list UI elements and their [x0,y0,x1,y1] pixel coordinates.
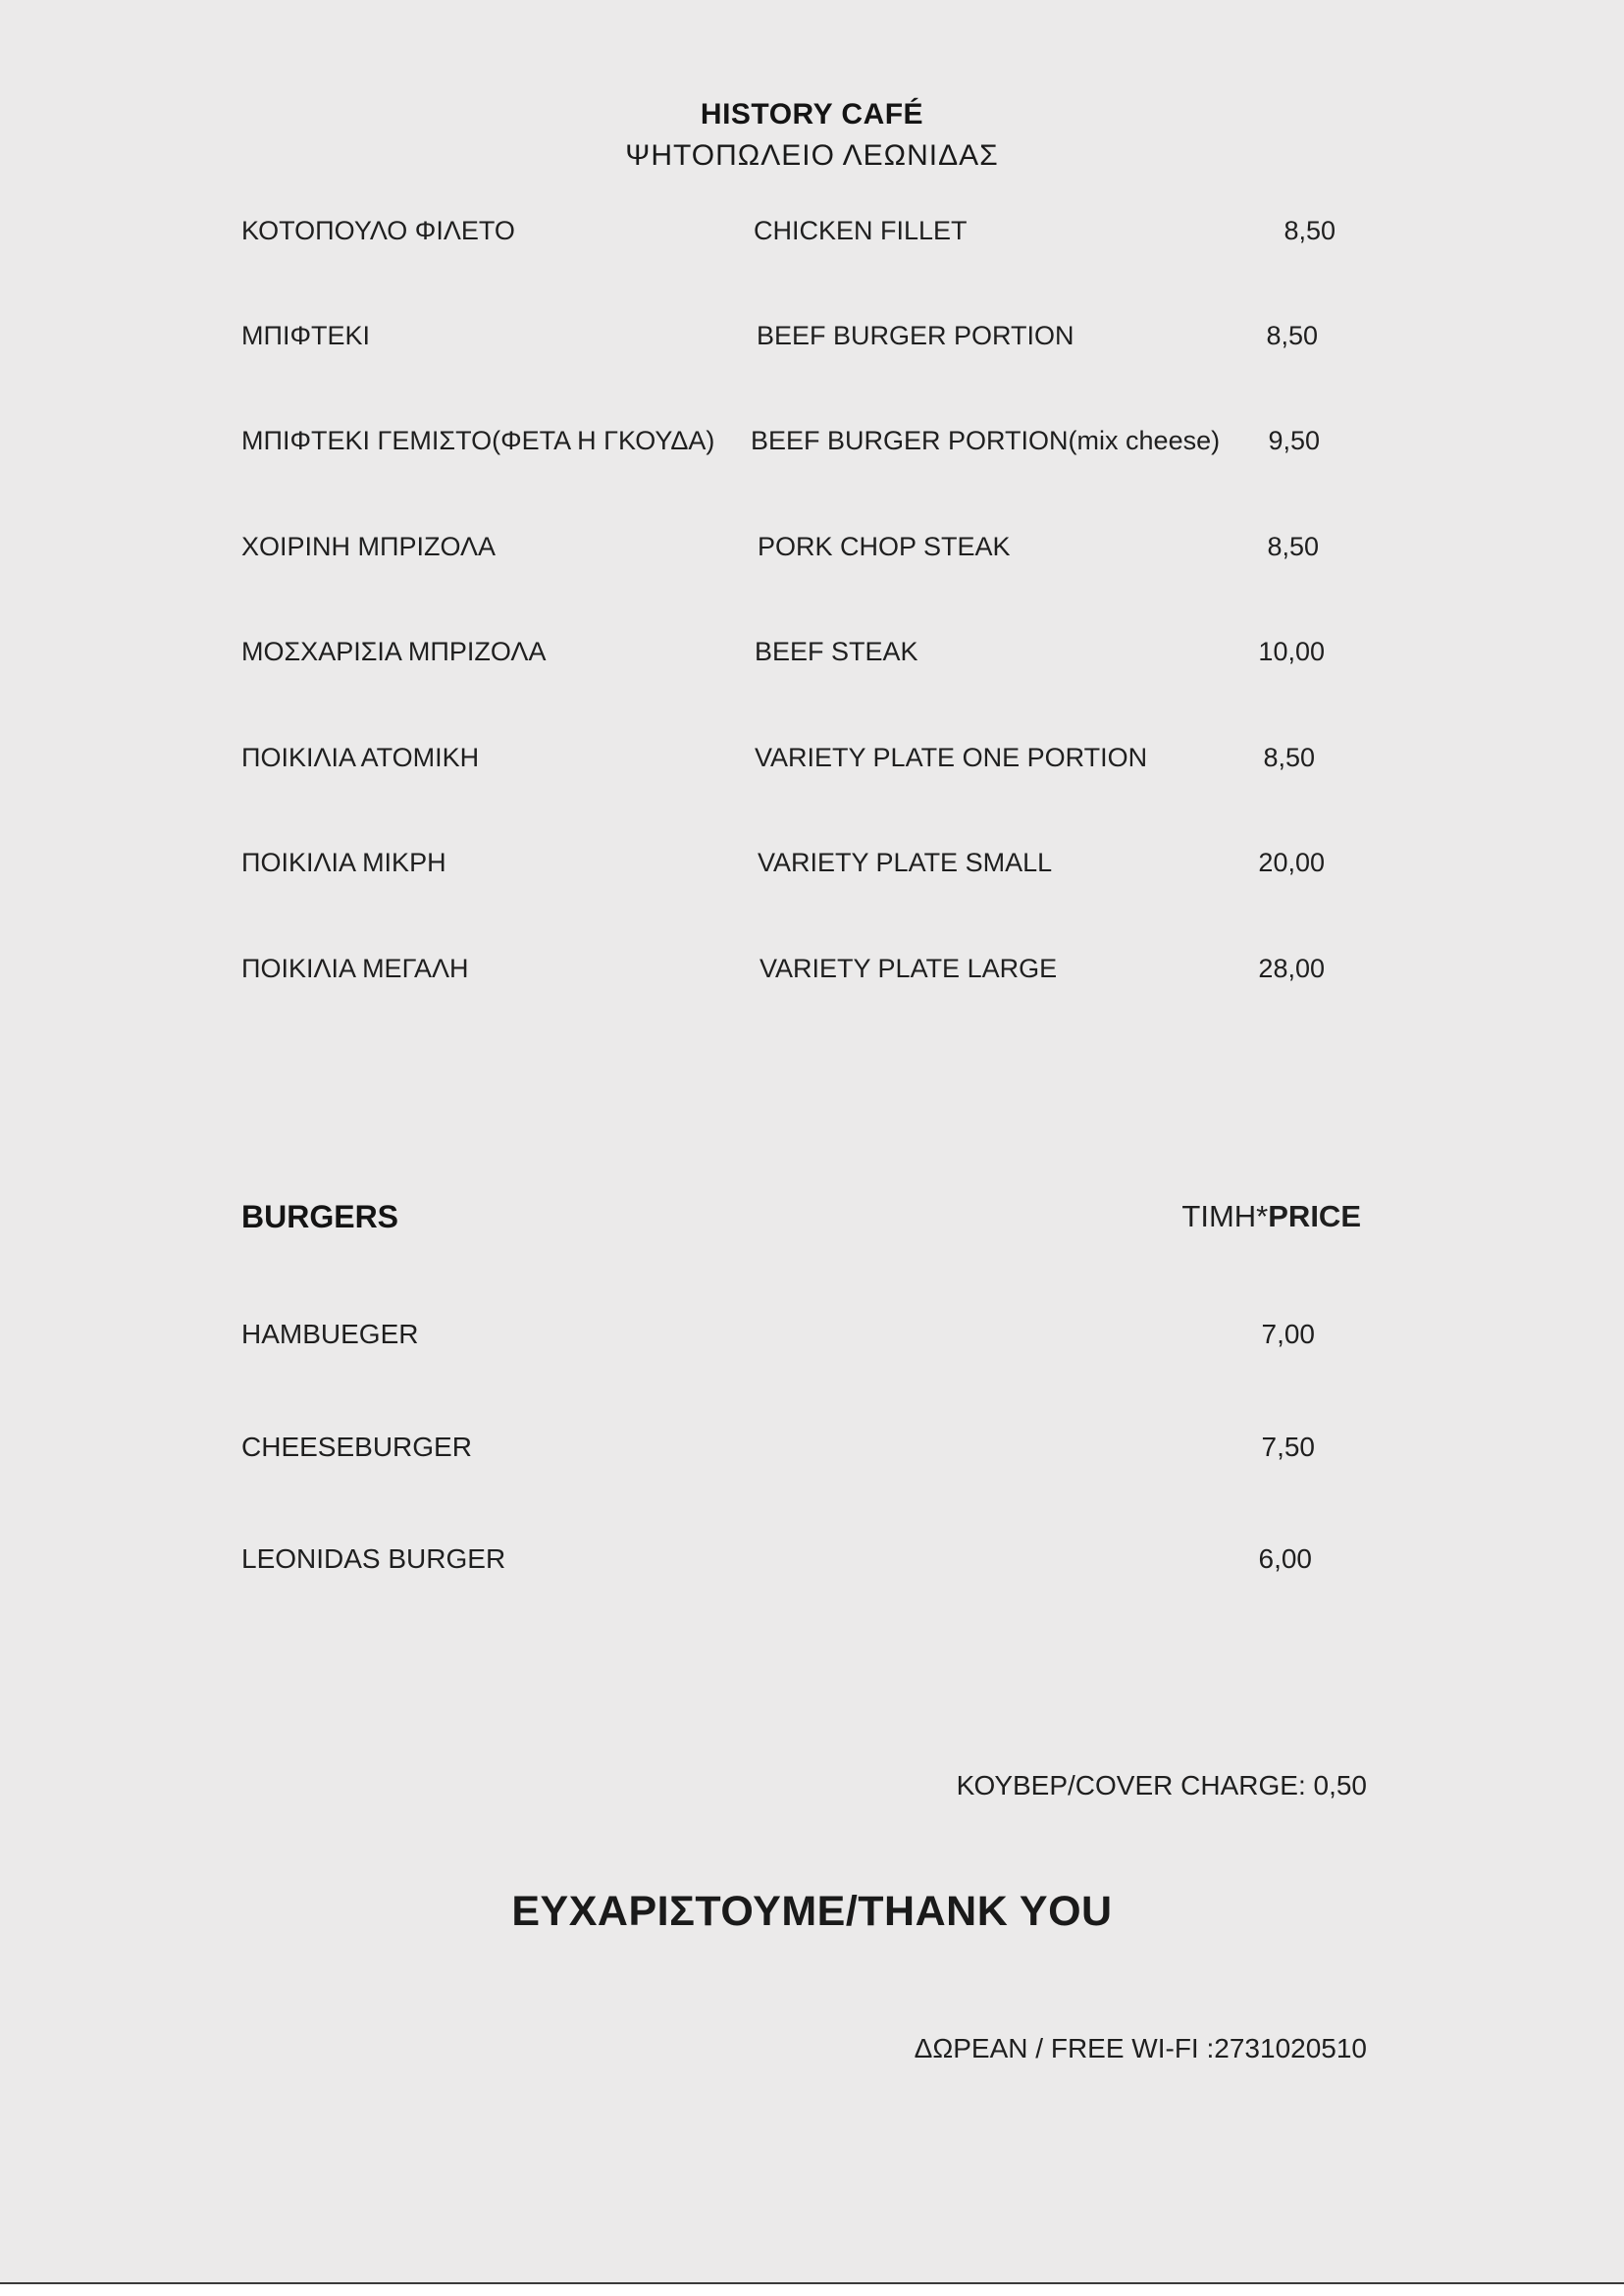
menu-item-row [0,532,1624,571]
menu-item-row [0,321,1624,360]
menu-item-row [0,743,1624,782]
cover-charge: ΚΟΥΒΕΡ/COVER CHARGE: 0,50 [956,1770,1367,1800]
item-price: 28,00 [1258,954,1325,983]
free-wifi-info: ΔΩΡΕΑΝ / FREE WI-FI :2731020510 [914,2033,1367,2063]
item-greek-name: ΠΟΙΚΙΛΙΑ ΑΤΟΜΙΚΗ [241,743,480,772]
cafe-title: HISTORY CAFÉ [700,98,924,130]
thank-you-message: ΕΥΧΑΡΙΣΤΟΥΜΕ/THANK YOU [511,1888,1113,1935]
item-english-name: VARIETY PLATE ONE PORTION [755,743,1148,772]
item-english-name: BEEF STEAK [755,637,918,666]
burgers-header [0,1199,1624,1242]
menu-item-row [0,637,1624,676]
item-english-name: VARIETY PLATE LARGE [760,954,1058,983]
item-english-name: BEEF BURGER PORTION(mix cheese) [751,426,1221,455]
burger-item-row [0,1543,1624,1583]
item-greek-name: ΠΟΙΚΙΛΙΑ ΜΙΚΡΗ [241,848,446,877]
burger-price: 7,50 [1261,1432,1315,1462]
burger-name: HAMBUEGER [241,1319,419,1349]
item-greek-name: ΜΟΣΧΑΡΙΣΙΑ ΜΠΡΙΖΟΛΑ [241,637,547,666]
item-greek-name: ΧΟΙΡΙΝΗ ΜΠΡΙΖΟΛΑ [241,532,497,561]
item-greek-name: ΠΟΙΚΙΛΙΑ ΜΕΓΑΛΗ [241,954,469,983]
item-english-name: BEEF BURGER PORTION [757,321,1074,350]
cafe-subtitle: ΨΗΤΟΠΩΛΕΙΟ ΛΕΩΝΙΔΑΣ [625,139,999,172]
price-label-greek: ΤΙΜΗ* [1181,1199,1269,1233]
burger-item-row [0,1319,1624,1358]
menu-item-row [0,426,1624,465]
item-english-name: VARIETY PLATE SMALL [758,848,1053,877]
item-greek-name: ΜΠΙΦΤΕΚΙ ΓΕΜΙΣΤΟ(ΦΕΤΑ Η ΓΚΟΥΔΑ) [241,426,715,455]
item-price: 8,50 [1266,321,1318,350]
item-english-name: PORK CHOP STEAK [758,532,1011,561]
item-price: 9,50 [1268,426,1320,455]
item-greek-name: ΜΠΙΦΤΕΚΙ [241,321,371,350]
price-label-english: PRICE [1268,1199,1361,1233]
burger-price: 6,00 [1258,1543,1312,1574]
item-price: 20,00 [1258,848,1325,877]
menu-item-row [0,216,1624,255]
burger-price: 7,00 [1261,1319,1315,1349]
price-column-header [1181,1199,1361,1234]
item-price: 8,50 [1267,532,1319,561]
menu-item-row [0,848,1624,887]
item-price: 8,50 [1283,216,1336,245]
burger-name: CHEESEBURGER [241,1432,472,1462]
item-english-name: CHICKEN FILLET [754,216,968,245]
item-greek-name: ΚΟΤΟΠΟΥΛΟ ΦΙΛΕΤΟ [241,216,515,245]
burgers-title: BURGERS [241,1199,399,1234]
burger-name: LEONIDAS BURGER [241,1543,506,1574]
item-price: 8,50 [1263,743,1315,772]
item-price: 10,00 [1258,637,1325,666]
burger-item-row [0,1432,1624,1471]
menu-item-row [0,954,1624,993]
